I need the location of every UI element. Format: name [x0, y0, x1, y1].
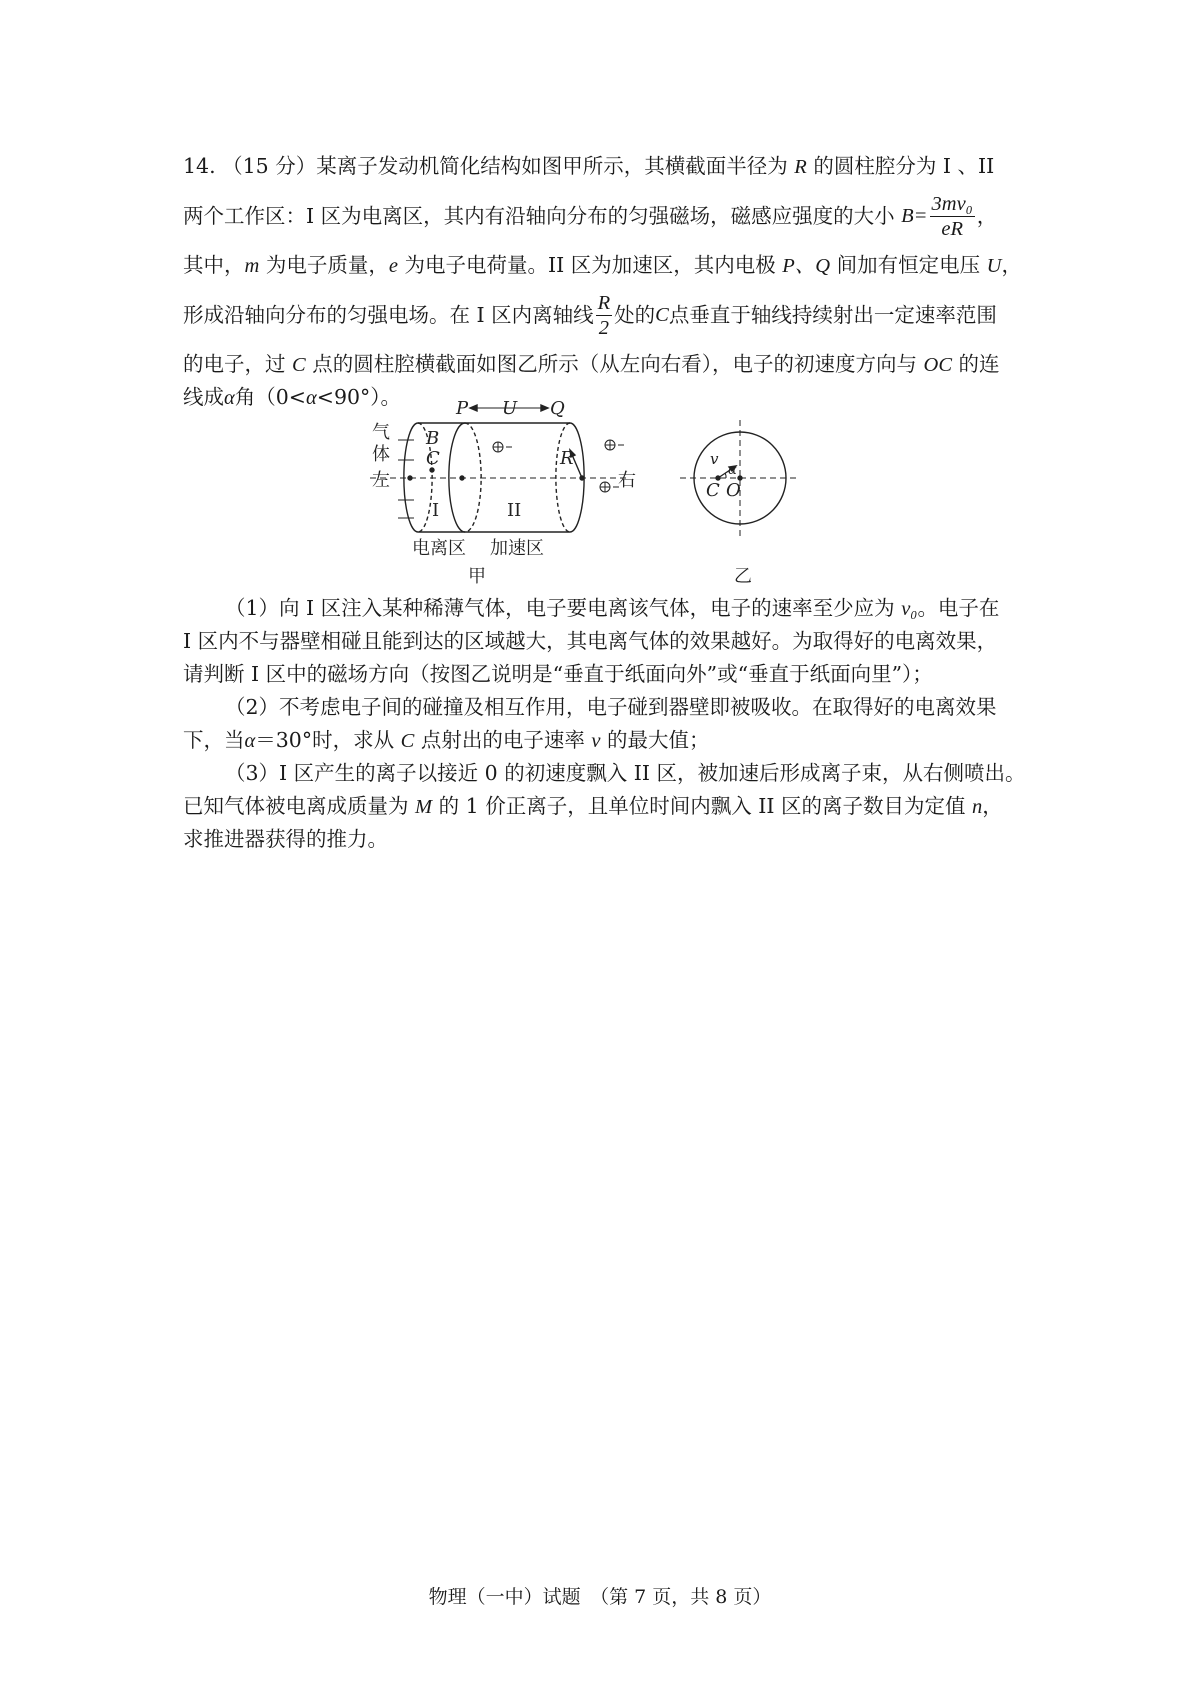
part-1-line-1: （1）向 I 区注入某种稀薄气体，电子要电离该气体，电子的速率至少应为 v₀。电子在: [225, 596, 1000, 620]
question-14: [183, 150, 1023, 414]
label-left: 左: [372, 470, 390, 491]
q-line-6: 线成α角（0<α<90°）。: [183, 385, 402, 409]
q-line-5: 的电子，过 C 点的圆柱腔横截面如图乙所示（从左向右看），电子的初速度方向与 OC 的连: [183, 352, 1000, 376]
label-C-cross: C: [706, 480, 720, 501]
label-U: U: [502, 400, 518, 419]
caption-yi: 乙: [734, 566, 752, 585]
b-field-fraction: $\frac{\text{3mv₀}}{eR}$: [931, 192, 973, 240]
q-line-1: 14. （15 分）某离子发动机简化结构如图甲所示，其横截面半径为 R 的圆柱腔分为 I 、II: [183, 154, 995, 178]
label-P: P: [456, 400, 469, 419]
q-line-4: 形成沿轴向分布的匀强电场。在 I 区内离轴线 $\frac{R}{2}$ 处的 C 点垂直于轴线持续射出一定速率范围: [183, 291, 997, 339]
q-line-3: 其中，m 为电子质量，e 为电子电荷量。II 区为加速区，其内电极 P、Q 间加有恒定电压 U，: [183, 253, 1022, 277]
part-1-line-3: 请判断 I 区中的磁场方向（按图乙说明是“垂直于纸面向外”或“垂直于纸面向里”）；: [183, 662, 933, 686]
q-line-2: 两个工作区：I 区为电离区，其内有沿轴向分布的匀强磁场，磁感应强度的大小 B= $\frac{\text{3mv₀}}{eR}$ ，: [183, 192, 998, 240]
label-R: R: [560, 448, 574, 469]
page-footer: 物理（一中）试题 （第 7 页，共 8 页）: [428, 1586, 772, 1608]
label-zone-1: I: [432, 500, 440, 521]
label-C: C: [426, 448, 440, 469]
part-3-line-2: 已知气体被电离成质量为 M 的 1 价正离子，且单位时间内飘入 II 区的离子数目为定值 n，: [183, 794, 1003, 818]
label-alpha: α: [728, 463, 737, 478]
part-3-line-3: 求推进器获得的推力。: [183, 827, 388, 851]
r-half-fraction: $\frac{R}{2}$: [597, 291, 611, 339]
part-1-line-2: I 区内不与器壁相碰且能到达的区域越大，其电离气体的效果越好。为取得好的电离效果，: [183, 629, 998, 653]
label-B: B: [426, 428, 440, 449]
label-O: O: [726, 480, 741, 501]
figure-jia: [370, 400, 636, 585]
label-gas-2: 体: [372, 444, 390, 465]
figure-yi: [680, 420, 800, 585]
label-zone-2: II: [507, 500, 522, 521]
part-3-line-1: （3）I 区产生的离子以接近 0 的初速度飘入 II 区，被加速后形成离子束，从右侧喷出。: [225, 761, 1026, 785]
label-v: v: [710, 450, 719, 468]
label-Q: Q: [550, 400, 565, 419]
label-gas-1: 气: [372, 422, 390, 443]
figure-ion-engine: [370, 400, 840, 585]
question-number: 14.: [183, 154, 216, 178]
question-parts: [183, 592, 1026, 856]
question-score: （15 分）: [222, 154, 317, 178]
caption-jia: 甲: [468, 566, 486, 585]
label-acceleration-zone: 加速区: [490, 538, 544, 559]
part-2-line-2: 下，当α＝30°时，求从 C 点射出的电子速率 v 的最大值；: [183, 728, 710, 752]
label-ionization-zone: 电离区: [412, 538, 466, 559]
part-2-line-1: （2）不考虑电子间的碰撞及相互作用，电子碰到器壁即被吸收。在取得好的电离效果: [225, 695, 997, 719]
label-right: 右: [618, 470, 636, 491]
